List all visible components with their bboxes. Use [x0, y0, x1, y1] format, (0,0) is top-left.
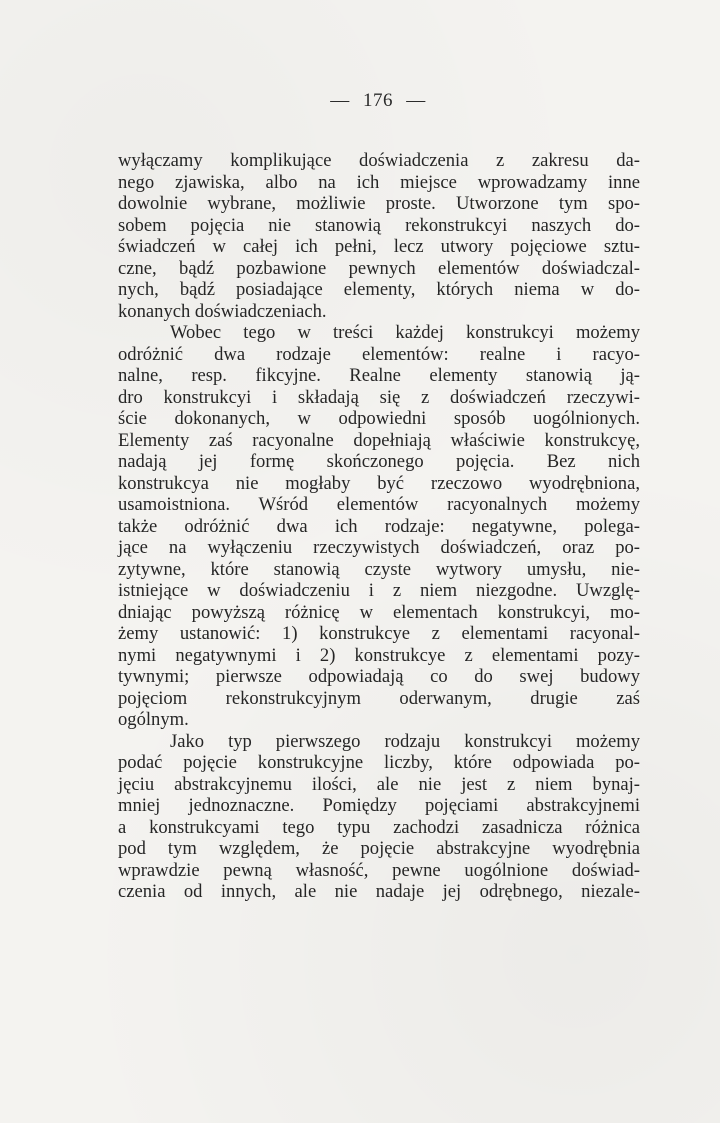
body-text	[118, 150, 640, 903]
text-line: pod tym względem, że pojęcie abstrakcyjne wyodrębnia	[118, 838, 640, 859]
text-line: nadają jej formę skończonego pojęcia. Bez nich	[118, 451, 640, 472]
text-line: nalne, resp. fikcyjne. Realne elementy stanowią ją-	[118, 365, 640, 386]
text-line: czne, bądź pozbawione pewnych elementów doświadczal-	[118, 257, 640, 279]
text-line: dniając powyższą różnicę w elementach konstrukcyi, mo-	[118, 601, 640, 623]
text-line: podać pojęcie konstrukcyjne liczby, które odpowiada po-	[118, 752, 640, 773]
text-line: świadczeń w całej ich pełni, lecz utwory pojęciowe sztu-	[118, 236, 640, 257]
text-line: jęciu abstrakcyjnemu ilości, ale nie jest z niem bynaj-	[118, 773, 640, 795]
text-line: także odróżnić dwa ich rodzaje: negatywne, polega-	[118, 515, 640, 537]
text-line: odróżnić dwa rodzaje elementów: realne i racyo-	[118, 343, 640, 365]
paragraph-2	[118, 322, 640, 731]
text-line: Elementy zaś racyonalne dopełniają właściwie konstrukcyę,	[118, 429, 640, 451]
text-line: dowolnie wybrane, możliwie proste. Utworzone tym spo-	[118, 193, 640, 214]
text-line: usamoistniona. Wśród elementów racyonalnych możemy	[118, 494, 640, 515]
header-dash-left: —	[330, 90, 350, 111]
text-line: tywnymi; pierwsze odpowiadają co do swej budowy	[118, 666, 640, 687]
page-number: 176	[363, 90, 393, 111]
page-header	[118, 90, 638, 112]
text-line: dro konstrukcyi i składają się z doświadczeń rzeczywi-	[118, 386, 640, 408]
text-line: wyłączamy komplikujące doświadczenia z zakresu da-	[118, 150, 640, 171]
text-line: mniej jednoznaczne. Pomiędzy pojęciami abstrakcyjnemi	[118, 795, 640, 816]
text-line: Wobec tego w treści każdej konstrukcyi możemy	[170, 322, 640, 343]
text-line: konstrukcya nie mogłaby być rzeczowo wyodrębniona,	[118, 472, 640, 494]
text-line: jące na wyłączeniu rzeczywistych doświadczeń, oraz po-	[118, 537, 640, 558]
text-line: nych, bądź posiadające elementy, których niema w do-	[118, 279, 640, 300]
text-line: Jako typ pierwszego rodzaju konstrukcyi możemy	[170, 730, 640, 752]
text-line: nymi negatywnymi i 2) konstrukcye z elementami pozy-	[118, 644, 640, 666]
text-line: ście dokonanych, w odpowiedni sposób uogólnionych.	[118, 408, 640, 429]
text-line: ogólnym.	[118, 709, 189, 730]
text-line: czenia od innych, ale nie nadaje jej odrębnego, niezale-	[118, 881, 640, 902]
text-line: konanych doświadczeniach.	[118, 300, 327, 322]
paragraph-1	[118, 150, 640, 322]
paragraph-3	[118, 731, 640, 903]
text-line: istniejące w doświadczeniu i z niem niezgodne. Uwzglę-	[118, 580, 640, 601]
text-line: zytywne, które stanowią czyste wytwory umysłu, nie-	[118, 558, 640, 580]
text-line: a konstrukcyami tego typu zachodzi zasadnicza różnica	[118, 816, 640, 838]
text-line: pojęciom rekonstrukcyjnym oderwanym, drugie zaś	[118, 687, 640, 709]
header-dash-right: —	[406, 90, 426, 111]
text-line: nego zjawiska, albo na ich miejsce wprowadzamy inne	[118, 171, 640, 193]
text-line: żemy ustanowić: 1) konstrukcye z elementami racyonal-	[118, 623, 640, 644]
text-line: wprawdzie pewną własność, pewne uogólnione doświad-	[118, 859, 640, 881]
text-line: sobem pojęcia nie stanowią rekonstrukcyi naszych do-	[118, 214, 640, 236]
